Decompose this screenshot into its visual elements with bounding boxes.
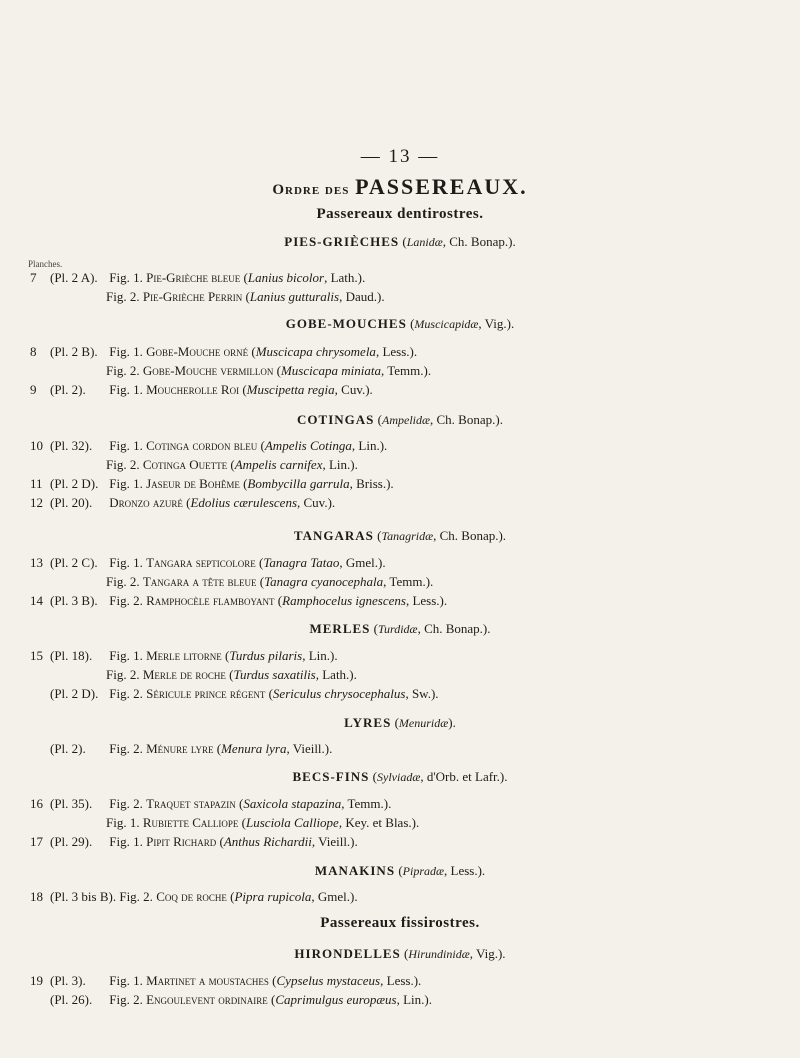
family-name: BECS-FINS (292, 769, 370, 784)
family-latin: Sylviadæ (377, 770, 421, 784)
entry-line: (Pl. 2). Fig. 2. Ménure lyre (Menura lyra, Vieill.). (50, 741, 333, 756)
entry-line: (Pl. 2 D). Fig. 2. Séricule prince régent (Sericulus chrysocephalus, Sw.). (50, 686, 439, 701)
family-authority: , Vig.). (478, 316, 515, 331)
entry-line: 9 (Pl. 2). Fig. 1. Moucherolle Roi (Muscipetta regia, Cuv.). (30, 382, 373, 397)
order-heading (0, 174, 800, 200)
family-authority: , Vig.). (469, 946, 506, 961)
entry-line: 16 (Pl. 35). Fig. 2. Traquet stapazin (Saxicola stapazina, Temm.). (30, 796, 392, 811)
entry-line: 12 (Pl. 20). Dronzo azuré (Edolius cærulescens, Cuv.). (30, 495, 336, 510)
entry-line: 7 (Pl. 2 A). Fig. 1. Pie-Grièche bleue (Lanius bicolor, Lath.). (30, 270, 366, 285)
entry-line: 10 (Pl. 32). Fig. 1. Cotinga cordon bleu (Ampelis Cotinga, Lin.). (30, 438, 388, 453)
family-heading: LYRES (Menuridæ). (344, 715, 456, 730)
family-authority: , Ch. Bonap.). (433, 528, 507, 543)
family-latin: Lanidæ (406, 235, 443, 249)
family-heading: MANAKINS (Pipradæ, Less.). (314, 863, 486, 878)
family-name: MANAKINS (314, 863, 396, 878)
family-name: GOBE-MOUCHES (285, 316, 407, 331)
family-heading: PIES-GRIÈCHES (Lanidæ, Ch. Bonap.). (284, 234, 516, 249)
family-latin: Menuridæ (398, 716, 449, 730)
family-heading: MERLES (Turdidæ, Ch. Bonap.). (309, 621, 491, 636)
family-name: LYRES (344, 715, 392, 730)
entry-line: 8 (Pl. 2 B). Fig. 1. Gobe-Mouche orné (Muscicapa chrysomela, Less.). (30, 344, 418, 359)
page-number: — 13 — (360, 146, 440, 167)
family-authority: ). (448, 715, 456, 730)
family-heading: COTINGAS (Ampelidæ, Ch. Bonap.). (297, 412, 503, 427)
family-heading: HIRONDELLES (Hirundinidæ, Vig.). (294, 946, 506, 961)
family-name: COTINGAS (297, 412, 375, 427)
family-name: MERLES (309, 621, 371, 636)
group-heading-fissirostres: Passereaux fissirostres. (320, 915, 480, 931)
entry-line: Fig. 2. Gobe-Mouche vermillon (Muscicapa miniata, Temm.). (106, 363, 432, 378)
entry-line: Fig. 2. Pie-Grièche Perrin (Lanius gutturalis, Daud.). (106, 289, 385, 304)
family-name: HIRONDELLES (294, 946, 401, 961)
entry-line: Fig. 1. Rubiette Calliope (Lusciola Calliope, Key. et Blas.). (106, 815, 420, 830)
family-latin: Muscicapidæ (414, 317, 479, 331)
family-authority: , Ch. Bonap.). (417, 621, 491, 636)
order-prefix: Ordre des (272, 182, 350, 198)
group-heading-dentirostres: Passereaux dentirostres. (316, 206, 484, 222)
entry-line: 18 (Pl. 3 bis B). Fig. 2. Coq de roche (Pipra rupicola, Gmel.). (30, 889, 358, 904)
family-latin: Hirundinidæ (408, 947, 470, 961)
entry-line: Fig. 2. Merle de roche (Turdus saxatilis, Lath.). (106, 667, 357, 682)
family-authority: , Less.). (444, 863, 486, 878)
family-authority: , Ch. Bonap.). (430, 412, 503, 427)
family-name: PIES-GRIÈCHES (284, 234, 400, 249)
family-name: TANGARAS (293, 528, 374, 543)
entry-line: (Pl. 26). Fig. 2. Engoulevent ordinaire (Caprimulgus europæus, Lin.). (50, 992, 432, 1007)
family-authority: , d'Orb. et Lafr.). (420, 769, 508, 784)
planches-label: Planches. (28, 259, 63, 269)
family-latin: Ampelidæ (382, 413, 430, 427)
order-title: PASSEREAUX. (355, 174, 528, 199)
family-latin: Pipradæ (402, 864, 444, 878)
entry-line: 15 (Pl. 18). Fig. 1. Merle litorne (Turdus pilaris, Lin.). (30, 648, 338, 663)
family-latin: Tanagridæ (381, 529, 434, 543)
family-heading: TANGARAS (Tanagridæ, Ch. Bonap.). (293, 528, 507, 543)
entry-line: 14 (Pl. 3 B). Fig. 2. Ramphocèle flamboyant (Ramphocelus ignescens, Less.). (30, 593, 448, 608)
entry-line: 19 (Pl. 3). Fig. 1. Martinet a moustaches (Cypselus mystaceus, Less.). (30, 973, 422, 988)
entry-line: 17 (Pl. 29). Fig. 1. Pipit Richard (Anthus Richardii, Vieill.). (30, 834, 358, 849)
entry-line: 11 (Pl. 2 D). Fig. 1. Jaseur de Bohême (Bombycilla garrula, Briss.). (30, 476, 394, 491)
family-heading: GOBE-MOUCHES (Muscicapidæ, Vig.). (285, 316, 515, 331)
entry-line: Fig. 2. Cotinga Ouette (Ampelis carnifex, Lin.). (106, 457, 358, 472)
family-authority: , Ch. Bonap.). (442, 234, 516, 249)
family-heading: BECS-FINS (Sylviadæ, d'Orb. et Lafr.). (292, 769, 508, 784)
entry-line: Fig. 2. Tangara a tête bleue (Tanagra cyanocephala, Temm.). (106, 574, 434, 589)
entry-line: 13 (Pl. 2 C). Fig. 1. Tangara septicolore (Tanagra Tatao, Gmel.). (30, 555, 386, 570)
family-latin: Turdidæ (377, 622, 418, 636)
